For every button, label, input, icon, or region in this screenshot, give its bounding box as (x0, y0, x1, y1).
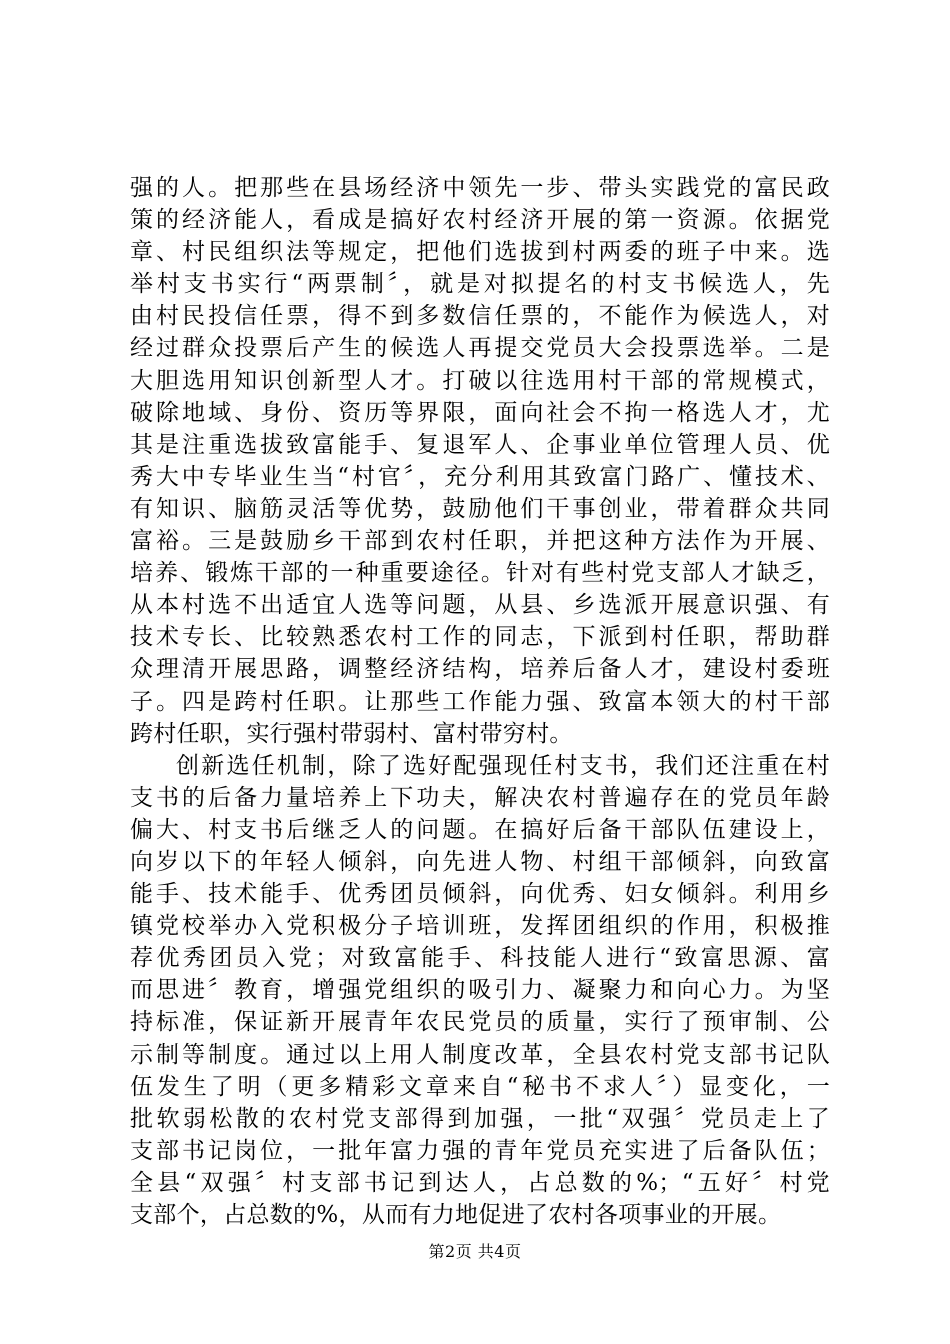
paragraph-2 (130, 750, 830, 1231)
text-line: 大胆选用知识创新型人才。打破以往选用村干部的常规模式， (130, 367, 830, 394)
text-line: 跨村任职，实行强村带弱村、富村带穷村。 (130, 720, 573, 747)
text-line: 荐优秀团员入党；对致富能手、科技能人进行“致富思源、富 (130, 945, 830, 972)
text-line: 向岁以下的年轻人倾斜，向先进人物、村组干部倾斜，向致富 (130, 848, 830, 875)
paragraph-1 (130, 172, 830, 750)
text-line: 破除地域、身份、资历等界限，面向社会不拘一格选人才，尤 (130, 399, 830, 426)
text-line: 创新选任机制，除了选好配强现任村支书，我们还注重在村 (176, 752, 830, 779)
text-line: 有知识、脑筋灵活等优势，鼓励他们干事创业，带着群众共同 (130, 495, 830, 522)
text-line: 强的人。把那些在县场经济中领先一步、带头实践党的富民政 (130, 175, 830, 201)
text-line: 支书的后备力量培养上下功夫，解决农村普遍存在的党员年龄 (130, 784, 830, 811)
text-line: 镇党校举办入党积极分子培训班，发挥团组织的作用，积极推 (130, 913, 830, 940)
text-line: 支部书记岗位，一批年富力强的青年党员充实进了后备队伍； (130, 1137, 830, 1164)
document-body (130, 172, 830, 1231)
text-line: 支部个，占总数的%，从而有力地促进了农村各项事业的开展。 (130, 1202, 782, 1228)
text-line: 其是注重选拔致富能手、复退军人、企事业单位管理人员、优 (130, 431, 830, 458)
text-line: 经过群众投票后产生的候选人再提交党员大会投票选举。二是 (130, 335, 830, 362)
text-line: 持标准，保证新开展青年农民党员的质量，实行了预审制、公 (130, 1009, 830, 1036)
text-line: 示制等制度。通过以上用人制度改革，全县农村党支部书记队 (130, 1041, 830, 1068)
text-line: 从本村选不出适宜人选等问题，从县、乡选派开展意识强、有 (130, 592, 830, 619)
text-line: 培养、锻炼干部的一种重要途径。针对有些村党支部人才缺乏， (130, 560, 830, 587)
text-line: 而思进〞教育，增强党组织的吸引力、凝聚力和向心力。为坚 (130, 977, 830, 1004)
text-line: 能手、技术能手、优秀团员倾斜，向优秀、妇女倾斜。利用乡 (130, 881, 830, 908)
text-line: 全县“双强〞村支部书记到达人，占总数的%；“五好〞村党 (130, 1169, 830, 1196)
text-line: 举村支书实行“两票制〞，就是对拟提名的村支书候选人，先 (130, 271, 830, 298)
text-line: 批软弱松散的农村党支部得到加强，一批“双强〞党员走上了 (130, 1105, 830, 1132)
text-line: 伍发生了明（更多精彩文章来自“秘书不求人〞）显变化，一 (130, 1073, 830, 1100)
text-line: 富裕。三是鼓励乡干部到农村任职，并把这种方法作为开展、 (130, 528, 830, 555)
text-line: 技术专长、比较熟悉农村工作的同志，下派到村任职，帮助群 (130, 624, 830, 651)
text-line: 章、村民组织法等规定，把他们选拔到村两委的班子中来。选 (130, 239, 830, 266)
text-line: 偏大、村支书后继乏人的问题。在搞好后备干部队伍建设上， (130, 816, 830, 843)
page-number-footer: 第2页 共4页 (428, 1242, 522, 1261)
text-line: 策的经济能人，看成是搞好农村经济开展的第一资源。依据党 (130, 207, 830, 234)
text-line: 子。四是跨村任职。让那些工作能力强、致富本领大的村干部 (130, 688, 830, 715)
text-line: 众理清开展思路，调整经济结构，培养后备人才，建设村委班 (130, 656, 830, 683)
text-line: 秀大中专毕业生当“村官〞，充分利用其致富门路广、懂技术、 (130, 463, 830, 490)
text-line: 由村民投信任票，得不到多数信任票的，不能作为候选人，对 (130, 303, 830, 330)
